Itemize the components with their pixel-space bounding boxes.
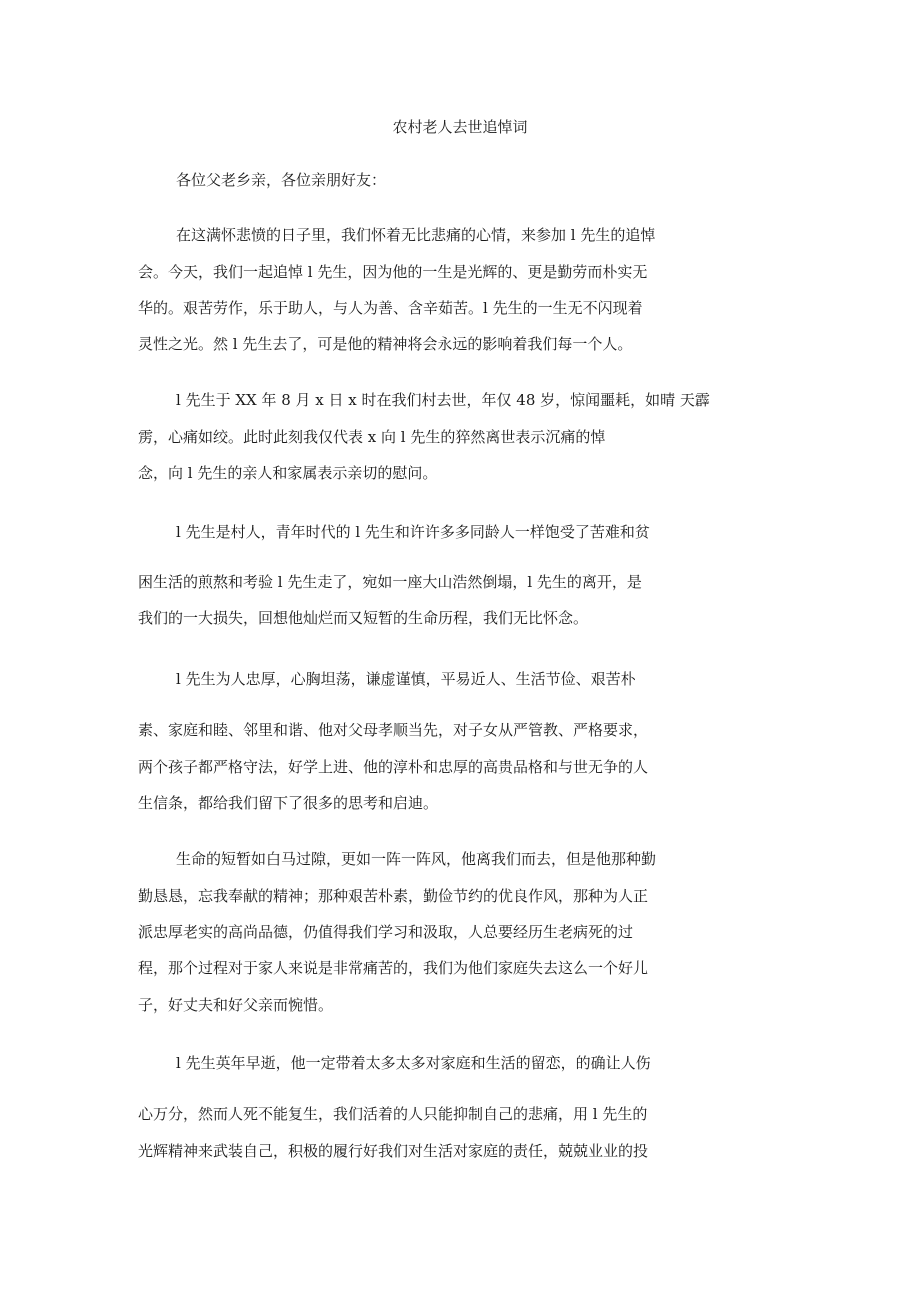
paragraph-2-line-3: 念，向 l 先生的亲人和家属表示亲切的慰问。 — [138, 464, 438, 482]
paragraph-6-line-3: 光辉精神来武装自己，积极的履行好我们对生活对家庭的责任，兢兢业业的投 — [138, 1142, 649, 1160]
paragraph-5-line-3: 派忠厚老实的高尚品德，仍值得我们学习和汲取，人总要经历生老病死的过 — [138, 923, 634, 941]
paragraph-1-line-1: 在这满怀悲愤的日子里，我们怀着无比悲痛的心情，来参加 l 先生的追悼 — [176, 226, 656, 244]
paragraph-6-line-1: l 先生英年早逝，他一定带着太多太多对家庭和生活的留恋，的确让人伤 — [176, 1054, 651, 1072]
paragraph-1-line-2: 会。今天，我们一起追悼 l 先生，因为他的一生是光辉的、更是勤劳而朴实无 — [138, 263, 648, 281]
paragraph-5-line-2: 勤恳恳，忘我奉献的精神；那种艰苦朴素，勤俭节约的优良作风，那种为人正 — [138, 887, 649, 905]
paragraph-5-line-5: 子，好丈夫和好父亲而惋惜。 — [138, 996, 334, 1014]
paragraph-3-line-1: l 先生是村人，青年时代的 l 先生和许许多多同龄人一样饱受了苦难和贫 — [176, 523, 650, 541]
paragraph-2-line-1: l 先生于 XX 年 8 月 x 日 x 时在我们村去世，年仅 48 岁，惊闻噩耗，如晴 天霹 — [176, 391, 710, 409]
paragraph-5-line-1: 生命的短暂如白马过隙，更如一阵一阵风，他离我们而去，但是他那种勤 — [176, 850, 657, 868]
paragraph-4-line-4: 生信条，都给我们留下了很多的思考和启迪。 — [138, 794, 439, 812]
document-title: 农村老人去世追悼词 — [392, 118, 528, 136]
paragraph-6-line-2: 心万分，然而人死不能复生，我们活着的人只能抑制自己的悲痛，用 l 先生的 — [138, 1105, 648, 1123]
paragraph-1-line-4: 灵性之光。然 l 先生去了，可是他的精神将会永远的影响着我们每一个人。 — [138, 335, 633, 353]
paragraph-4-line-1: l 先生为人忠厚，心胸坦荡，谦虚谨慎，平易近人、生活节俭、艰苦朴 — [176, 670, 636, 688]
paragraph-5-line-4: 程，那个过程对于家人来说是非常痛苦的，我们为他们家庭失去这么一个好儿 — [138, 959, 649, 977]
greeting: 各位父老乡亲，各位亲朋好友： — [176, 171, 387, 189]
paragraph-1-line-3: 华的。艰苦劳作，乐于助人，与人为善、含辛茹苦。l 先生的一生无不闪现着 — [138, 299, 643, 317]
paragraph-2-line-2: 雳，心痛如绞。此时此刻我仅代表 x 向 l 先生的猝然离世表示沉痛的悼 — [138, 428, 606, 446]
paragraph-4-line-3: 两个孩子都严格守法，好学上进、他的淳朴和忠厚的高贵品格和与世无争的人 — [138, 758, 649, 776]
paragraph-4-line-2: 素、家庭和睦、邻里和谐、他对父母孝顺当先，对子女从严管教、严格要求， — [138, 721, 649, 739]
paragraph-3-line-2: 困生活的煎熬和考验 l 先生走了，宛如一座大山浩然倒塌，l 先生的离开，是 — [138, 573, 642, 591]
paragraph-3-line-3: 我们的一大损失，回想他灿烂而又短暂的生命历程，我们无比怀念。 — [138, 609, 589, 627]
